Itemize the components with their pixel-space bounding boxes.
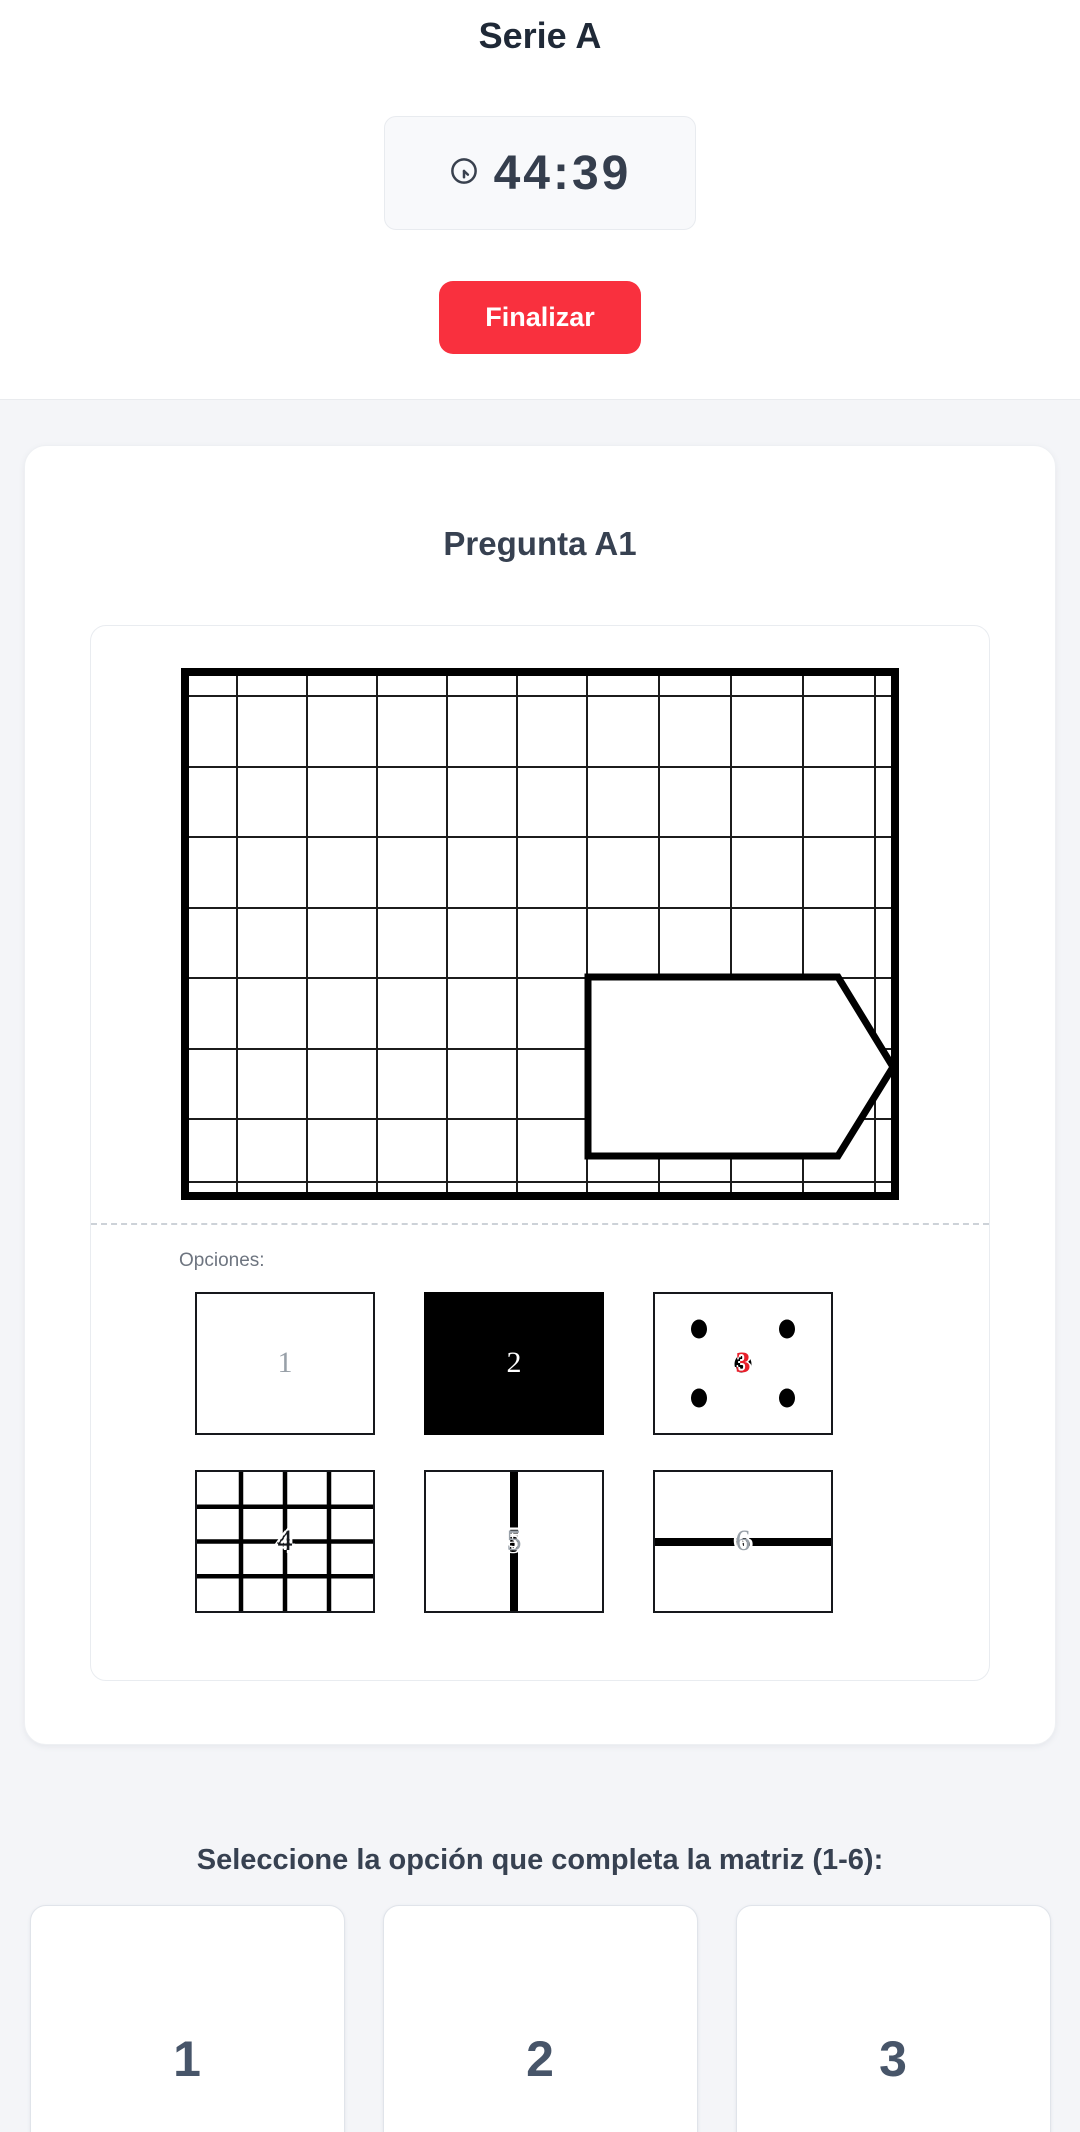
series-title: Serie A	[478, 15, 602, 56]
answer-card-2-label: 2	[526, 2031, 554, 2087]
question-title: Pregunta A1	[443, 525, 637, 562]
options-label: Opciones:	[179, 1250, 265, 1271]
dashed-divider	[91, 1223, 989, 1225]
option-number-4: 4	[277, 1523, 293, 1557]
finish-button[interactable]: Finalizar	[439, 281, 641, 354]
options-grid	[195, 1292, 989, 1613]
option-number-5: 5	[506, 1523, 522, 1557]
option-number-1: 1	[277, 1345, 293, 1379]
option-tile-4	[195, 1470, 375, 1613]
option-tile-6	[653, 1470, 833, 1613]
missing-piece-pentagon	[588, 977, 893, 1156]
option-tile-2	[424, 1292, 604, 1435]
option-number-2: 2	[506, 1345, 522, 1379]
clock-icon	[449, 156, 479, 191]
answer-buttons-row	[0, 1905, 1080, 2132]
option-tile-1	[195, 1292, 375, 1435]
option-number-3: 3	[735, 1345, 751, 1379]
question-figure-card	[90, 625, 990, 1681]
answer-card-1[interactable]	[30, 1905, 345, 2132]
answer-card-2[interactable]	[383, 1905, 698, 2132]
answer-card-3-label: 3	[879, 2031, 907, 2087]
option-tile-3	[653, 1292, 833, 1435]
option-tile-5	[424, 1470, 604, 1613]
answer-card-3[interactable]	[736, 1905, 1051, 2132]
timer	[384, 116, 696, 230]
answer-card-1-label: 1	[173, 2031, 201, 2087]
option-number-6: 6	[735, 1523, 751, 1557]
timer-value: 44:39	[493, 146, 632, 200]
matrix-image	[181, 668, 899, 1200]
header	[0, 0, 1080, 400]
question-card	[24, 445, 1056, 1745]
selection-prompt: Seleccione la opción que completa la matriz (1-6):	[196, 1844, 884, 1876]
page-body	[0, 400, 1080, 2132]
